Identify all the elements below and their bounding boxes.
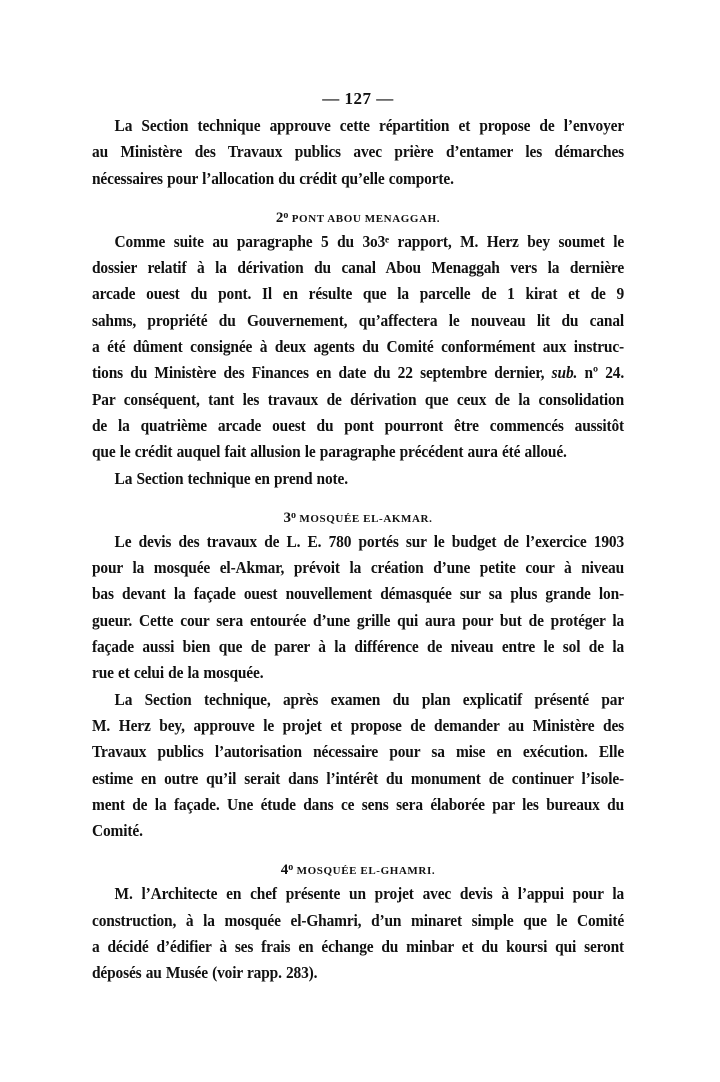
document-section — [92, 113, 624, 192]
italic-abbreviation: sub. — [551, 363, 578, 383]
text-line: ment de la façade. Une étude dans ce sens sera élaborée par les bureaux du — [92, 794, 625, 814]
section-heading — [92, 855, 624, 881]
section-heading — [92, 503, 624, 529]
ordinal-indicator: o — [288, 862, 294, 874]
section-number: 4$^o$ — [280, 862, 294, 879]
text-line: Travaux publics l’autorisation nécessaire pour sa mise en exécution. Elle — [92, 742, 625, 762]
text-line: pour la mosquée el-Akmar, prévoit la création d’une petite cour à niveau — [92, 558, 625, 578]
text-line: que le crédit auquel fait allusion le paragraphe précédent aura été alloué. — [92, 442, 567, 462]
section-title: MOSQUÉE EL-AKMAR. — [299, 512, 433, 525]
document-section — [92, 203, 624, 492]
text-line: façade aussi bien que de parer à la différence de niveau entre le sol de la — [92, 637, 625, 657]
text-line: tions du Ministère des Finances en date du 22 septembre dernier, sub. nº 24. — [92, 363, 625, 383]
text-line: sahms, propriété du Gouvernement, qu’affectera le nouveau lit du canal — [92, 310, 625, 330]
text-line: Par conséquent, tant les travaux de dérivation que ceux de la consolidation — [92, 389, 625, 409]
text-line: de la quatrième arcade ouest du pont pourront être commencés aussitôt — [92, 415, 625, 435]
document-section — [92, 503, 624, 845]
text-line: a été dûment consignée à deux agents du Comité conformément aux instruc- — [92, 337, 625, 357]
text-line: La Section technique en prend note. — [114, 468, 348, 488]
document-page — [92, 86, 624, 987]
paragraph — [92, 466, 624, 492]
ordinal-indicator: o — [283, 209, 289, 221]
paragraph — [92, 529, 624, 687]
text-line: Comme suite au paragraphe 5 du 3o3ᵉ rapport, M. Herz bey soumet le — [114, 231, 625, 251]
section-number: 3$^o$ — [283, 509, 297, 526]
text-line: La Section technique approuve cette répartition et propose de l’envoyer — [114, 116, 625, 135]
text-line: arcade ouest du pont. Il en résulte que la parcelle de 1 kirat et de 9 — [92, 284, 625, 304]
text-line: gueur. Cette cour sera entourée d’une grille qui aura pour but de protéger la — [92, 610, 625, 630]
text-line: au Ministère des Travaux publics avec prière d’entamer les démarches — [92, 142, 625, 162]
text-line: rue et celui de la mosquée. — [92, 663, 264, 683]
section-number: 2$^o$ — [275, 209, 289, 226]
section-title: PONT ABOU MENAGGAH. — [291, 212, 441, 225]
text-line: bas devant la façade ouest nouvellement démasquée sur sa plus grande lon- — [92, 584, 625, 604]
text-line: Comité. — [92, 821, 143, 841]
text-line: estime en outre qu’il serait dans l’intérêt du monument de continuer l’isole- — [92, 768, 625, 788]
paragraph — [92, 113, 624, 192]
page-number: — 127 — — [322, 89, 394, 108]
document-section — [92, 855, 624, 986]
paragraph — [92, 881, 624, 986]
page-content — [92, 113, 624, 987]
text-line: La Section technique, après examen du plan explicatif présenté par — [114, 689, 625, 709]
paragraph — [92, 687, 624, 845]
ordinal-indicator: o — [291, 509, 297, 521]
section-title: MOSQUÉE EL-GHAMRI. — [296, 865, 436, 878]
section-heading — [92, 203, 624, 229]
text-line: construction, à la mosquée el-Ghamri, d’un minaret simple que le Comité — [92, 910, 625, 930]
paragraph — [92, 229, 624, 466]
text-line: M. Herz bey, approuve le projet et propose de demander au Ministère des — [92, 715, 625, 735]
text-line: M. l’Architecte en chef présente un projet avec devis à l’appui pour la — [114, 884, 625, 904]
text-line: dossier relatif à la dérivation du canal Abou Menaggah vers la dernière — [92, 258, 625, 278]
text-line: Le devis des travaux de L. E. 780 portés sur le budget de l’exercice 1903 — [114, 531, 625, 551]
text-line: déposés au Musée (voir rapp. 283). — [92, 963, 318, 983]
text-line: a décidé d’édifier à ses frais en échange du minbar et du koursi qui seront — [92, 937, 625, 957]
text-line: nécessaires pour l’allocation du crédit qu’elle comporte. — [92, 168, 454, 188]
